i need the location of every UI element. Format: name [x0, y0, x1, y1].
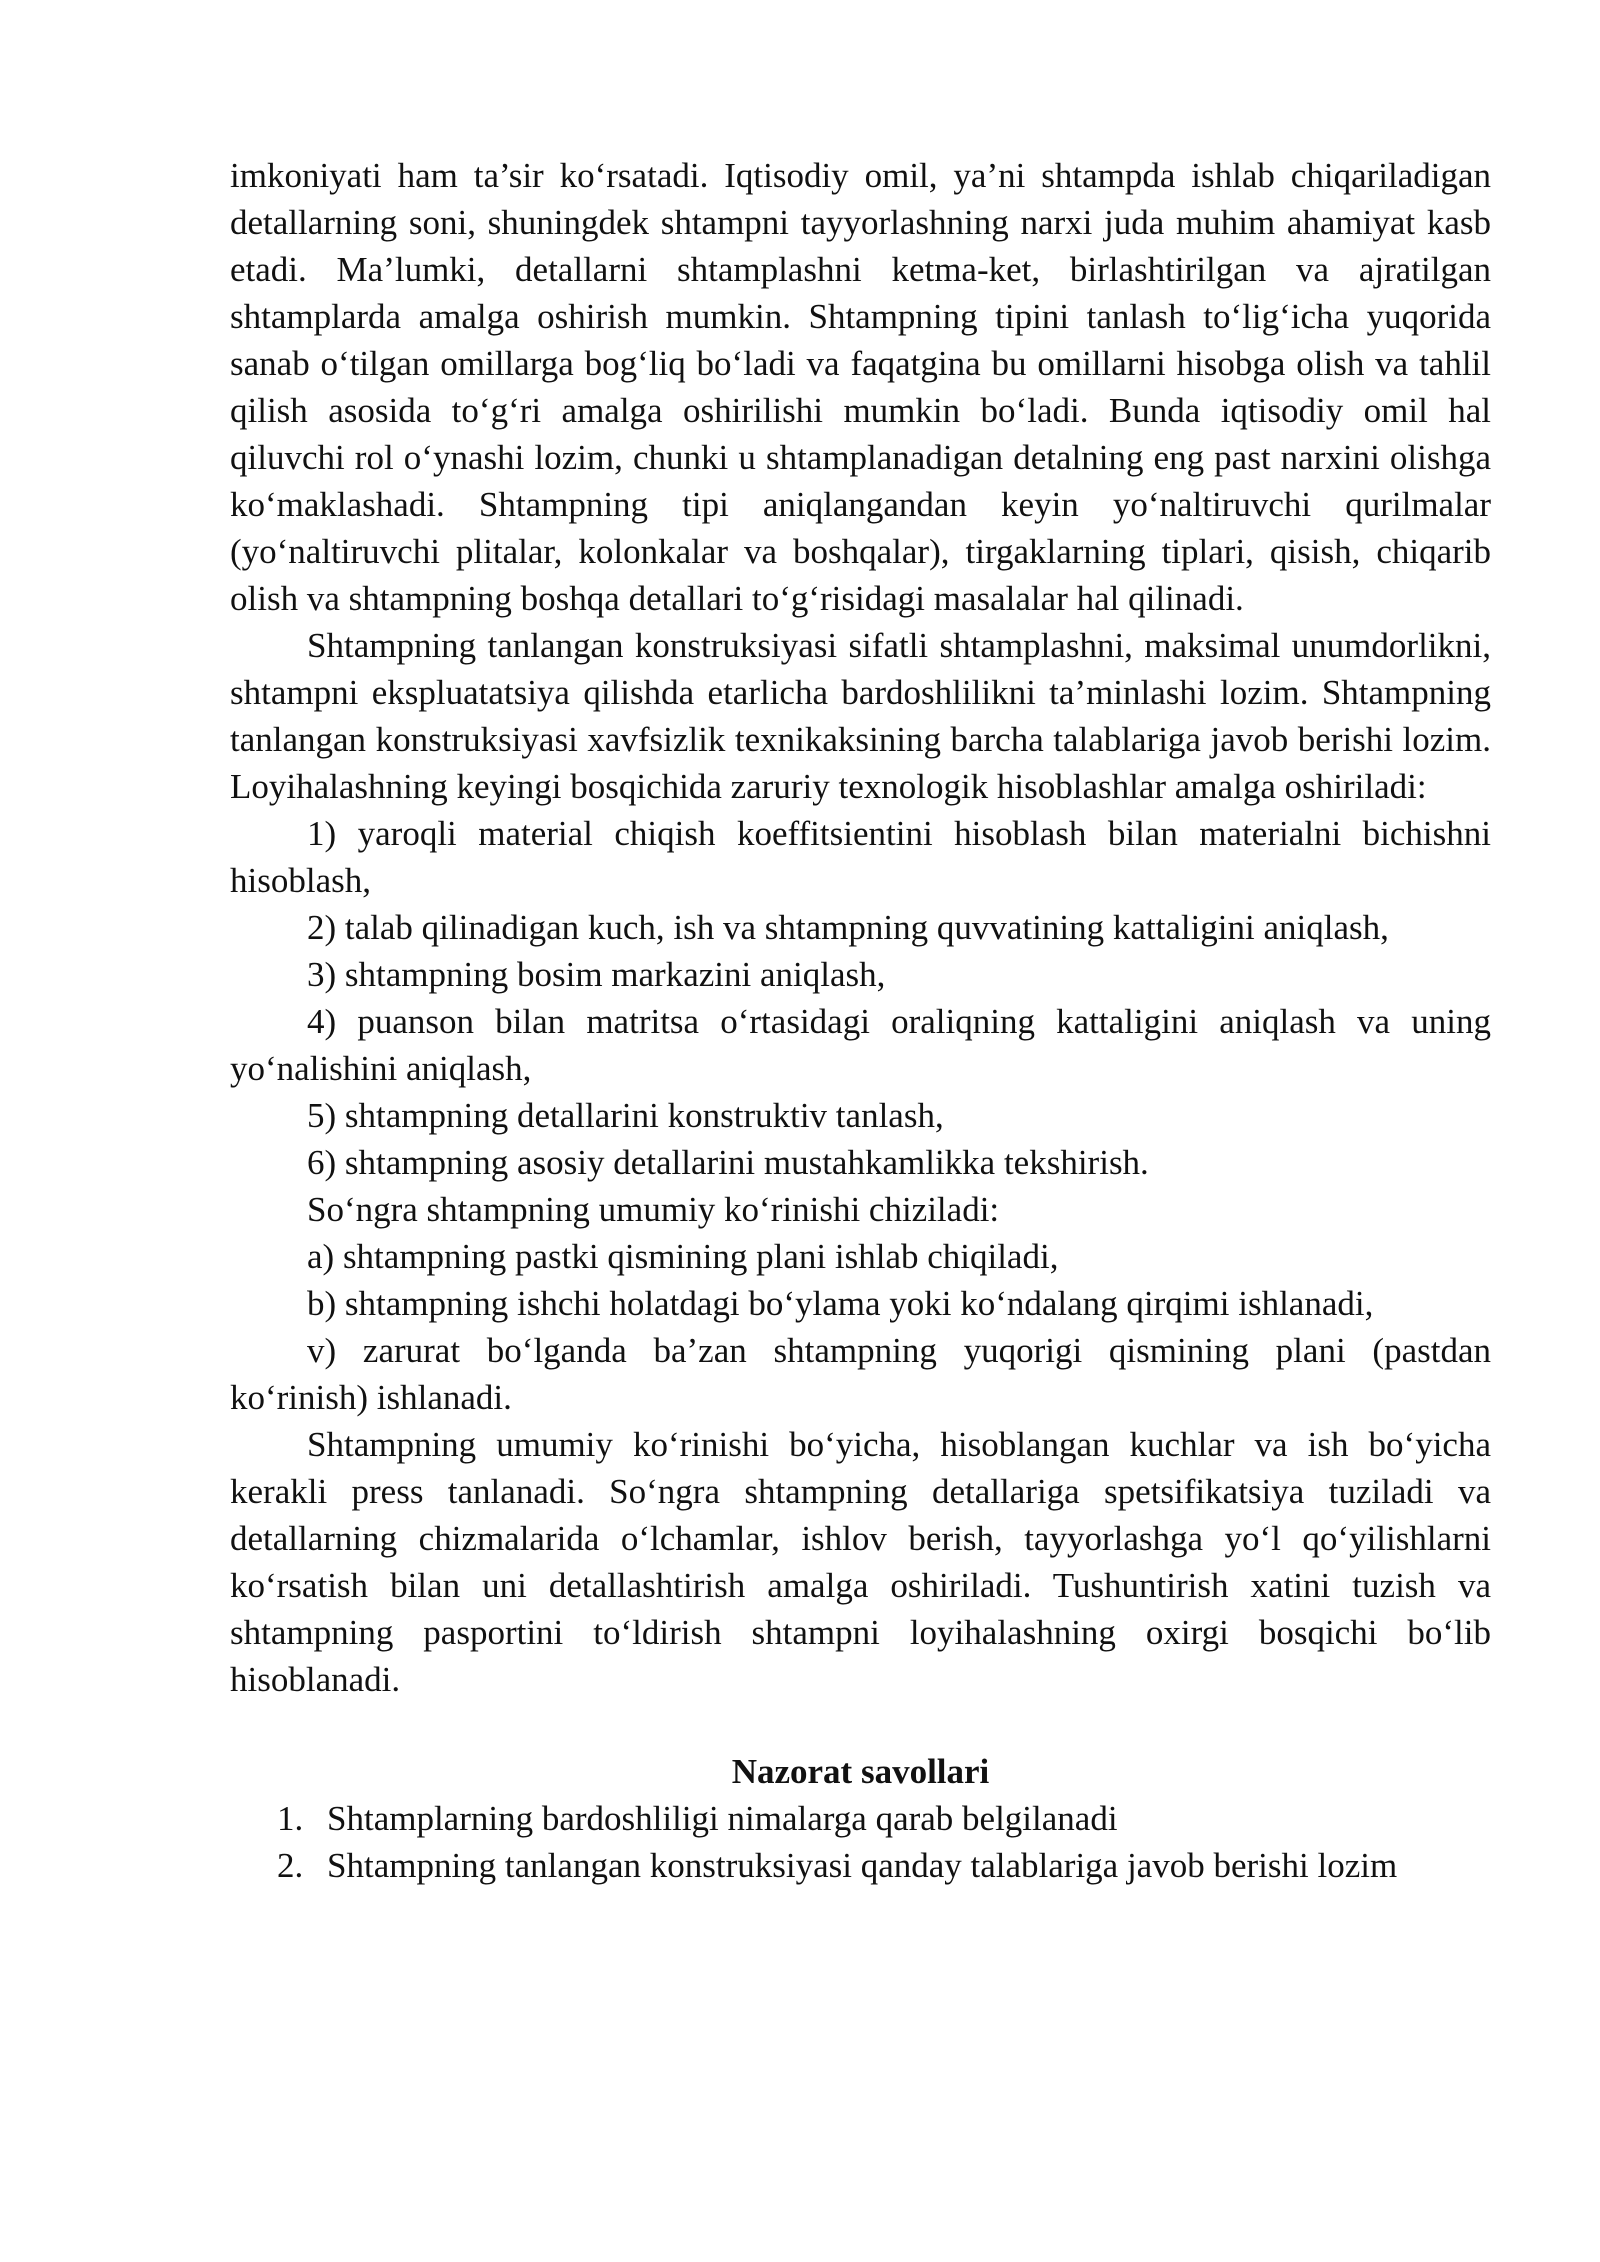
question-text: Shtampning tanlangan konstruksiyasi qanday talablariga javob berishi lozim [327, 1846, 1398, 1885]
question-number: 1. [277, 1799, 304, 1838]
drawing-step-item: v) zarurat bo‘lganda ba’zan shtampning yuqorigi qismining plani (pastdan ko‘rinish) ishlanadi. [230, 1331, 1491, 1417]
body-paragraph: imkoniyati ham ta’sir ko‘rsatadi. Iqtisodiy omil, ya’ni shtampda ishlab chiqariladigan detallarning soni, shuningdek shtampni tayyorlashning narxi juda muhim ahamiyat kasb etadi. Ma’lumki, detallarni shtamplashni ketma-ket, birlashtirilgan va ajratilgan shtamplarda amalga oshirish mumkin. Shtampning tipini tanlash to‘lig‘icha yuqorida sanab o‘tilgan omillarga bog‘liq bo‘ladi va faqatgina bu omillarni hisobga olish va tahlil qilish asosida to‘g‘ri amalga oshirilishi mumkin bo‘ladi. Bunda iqtisodiy omil hal qiluvchi rol o‘ynashi lozim, chunki u shtamplanadigan detalning eng past narxini olishga ko‘maklashadi. Shtampning tipi aniqlangandan keyin yo‘naltiruvchi qurilmalar (yo‘naltiruvchi plitalar, kolonkalar va boshqalar), tirgaklarning tiplari, qisish, chiqarib olish va shtampning boshqa detallari to‘g‘risidagi masalalar hal qilinadi. [230, 156, 1491, 618]
calculation-item: 4) puanson bilan matritsa o‘rtasidagi oraliqning kattaligini aniqlash va uning yo‘nalishini aniqlash, [230, 1002, 1491, 1088]
calculation-item: 2) talab qilinadigan kuch, ish va shtampning quvvatining kattaligini aniqlash, [307, 908, 1389, 947]
body-paragraph: Shtampning tanlangan konstruksiyasi sifatli shtamplashni, maksimal unumdorlikni, shtampni ekspluatatsiya qilishda etarlicha bardoshlilikni ta’minlashi lozim. Shtampning tanlangan konstruksiyasi xavfsizlik texnikaksining barcha talablariga javob berishi lozim. Loyihalashning keyingi bosqichida zaruriy texnologik hisoblashlar amalga oshiriladi: [230, 626, 1491, 806]
drawing-step-item: a) shtampning pastki qismining plani ishlab chiqiladi, [307, 1237, 1059, 1276]
calculation-item: 6) shtampning asosiy detallarini mustahkamlikka tekshirish. [307, 1143, 1149, 1182]
calculation-item: 5) shtampning detallarini konstruktiv tanlash, [307, 1096, 944, 1135]
question-item [230, 1795, 1491, 1842]
question-item [230, 1842, 1491, 1889]
drawing-intro: So‘ngra shtampning umumiy ko‘rinishi chiziladi: [307, 1190, 1000, 1229]
calculation-list [230, 810, 1491, 1186]
calculation-item: 3) shtampning bosim markazini aniqlash, [307, 955, 886, 994]
calculation-item: 1) yaroqli material chiqish koeffitsientini hisoblash bilan materialni bichishni hisoblash, [230, 814, 1491, 900]
question-list [230, 1795, 1491, 1889]
question-text: Shtamplarning bardoshliligi nimalarga qarab belgilanadi [327, 1799, 1118, 1838]
drawing-steps-list [230, 1233, 1491, 1421]
section-heading: Nazorat savollari [731, 1752, 990, 1791]
question-number: 2. [277, 1846, 304, 1885]
document-page [230, 152, 1491, 1889]
closing-paragraph: Shtampning umumiy ko‘rinishi bo‘yicha, hisoblangan kuchlar va ish bo‘yicha kerakli press tanlanadi. So‘ngra shtampning detallariga spetsifikatsiya tuziladi va detallarning chizmalarida o‘lchamlar, ishlov berish, tayyorlashga yo‘l qo‘yilishlarni ko‘rsatish bilan uni detallashtirish amalga oshiriladi. Tushuntirish xatini tuzish va shtampning pasportini to‘ldirish shtampni loyihalashning oxirgi bosqichi bo‘lib hisoblanadi. [230, 1425, 1491, 1699]
drawing-step-item: b) shtampning ishchi holatdagi bo‘ylama yoki ko‘ndalang qirqimi ishlanadi, [307, 1284, 1374, 1323]
